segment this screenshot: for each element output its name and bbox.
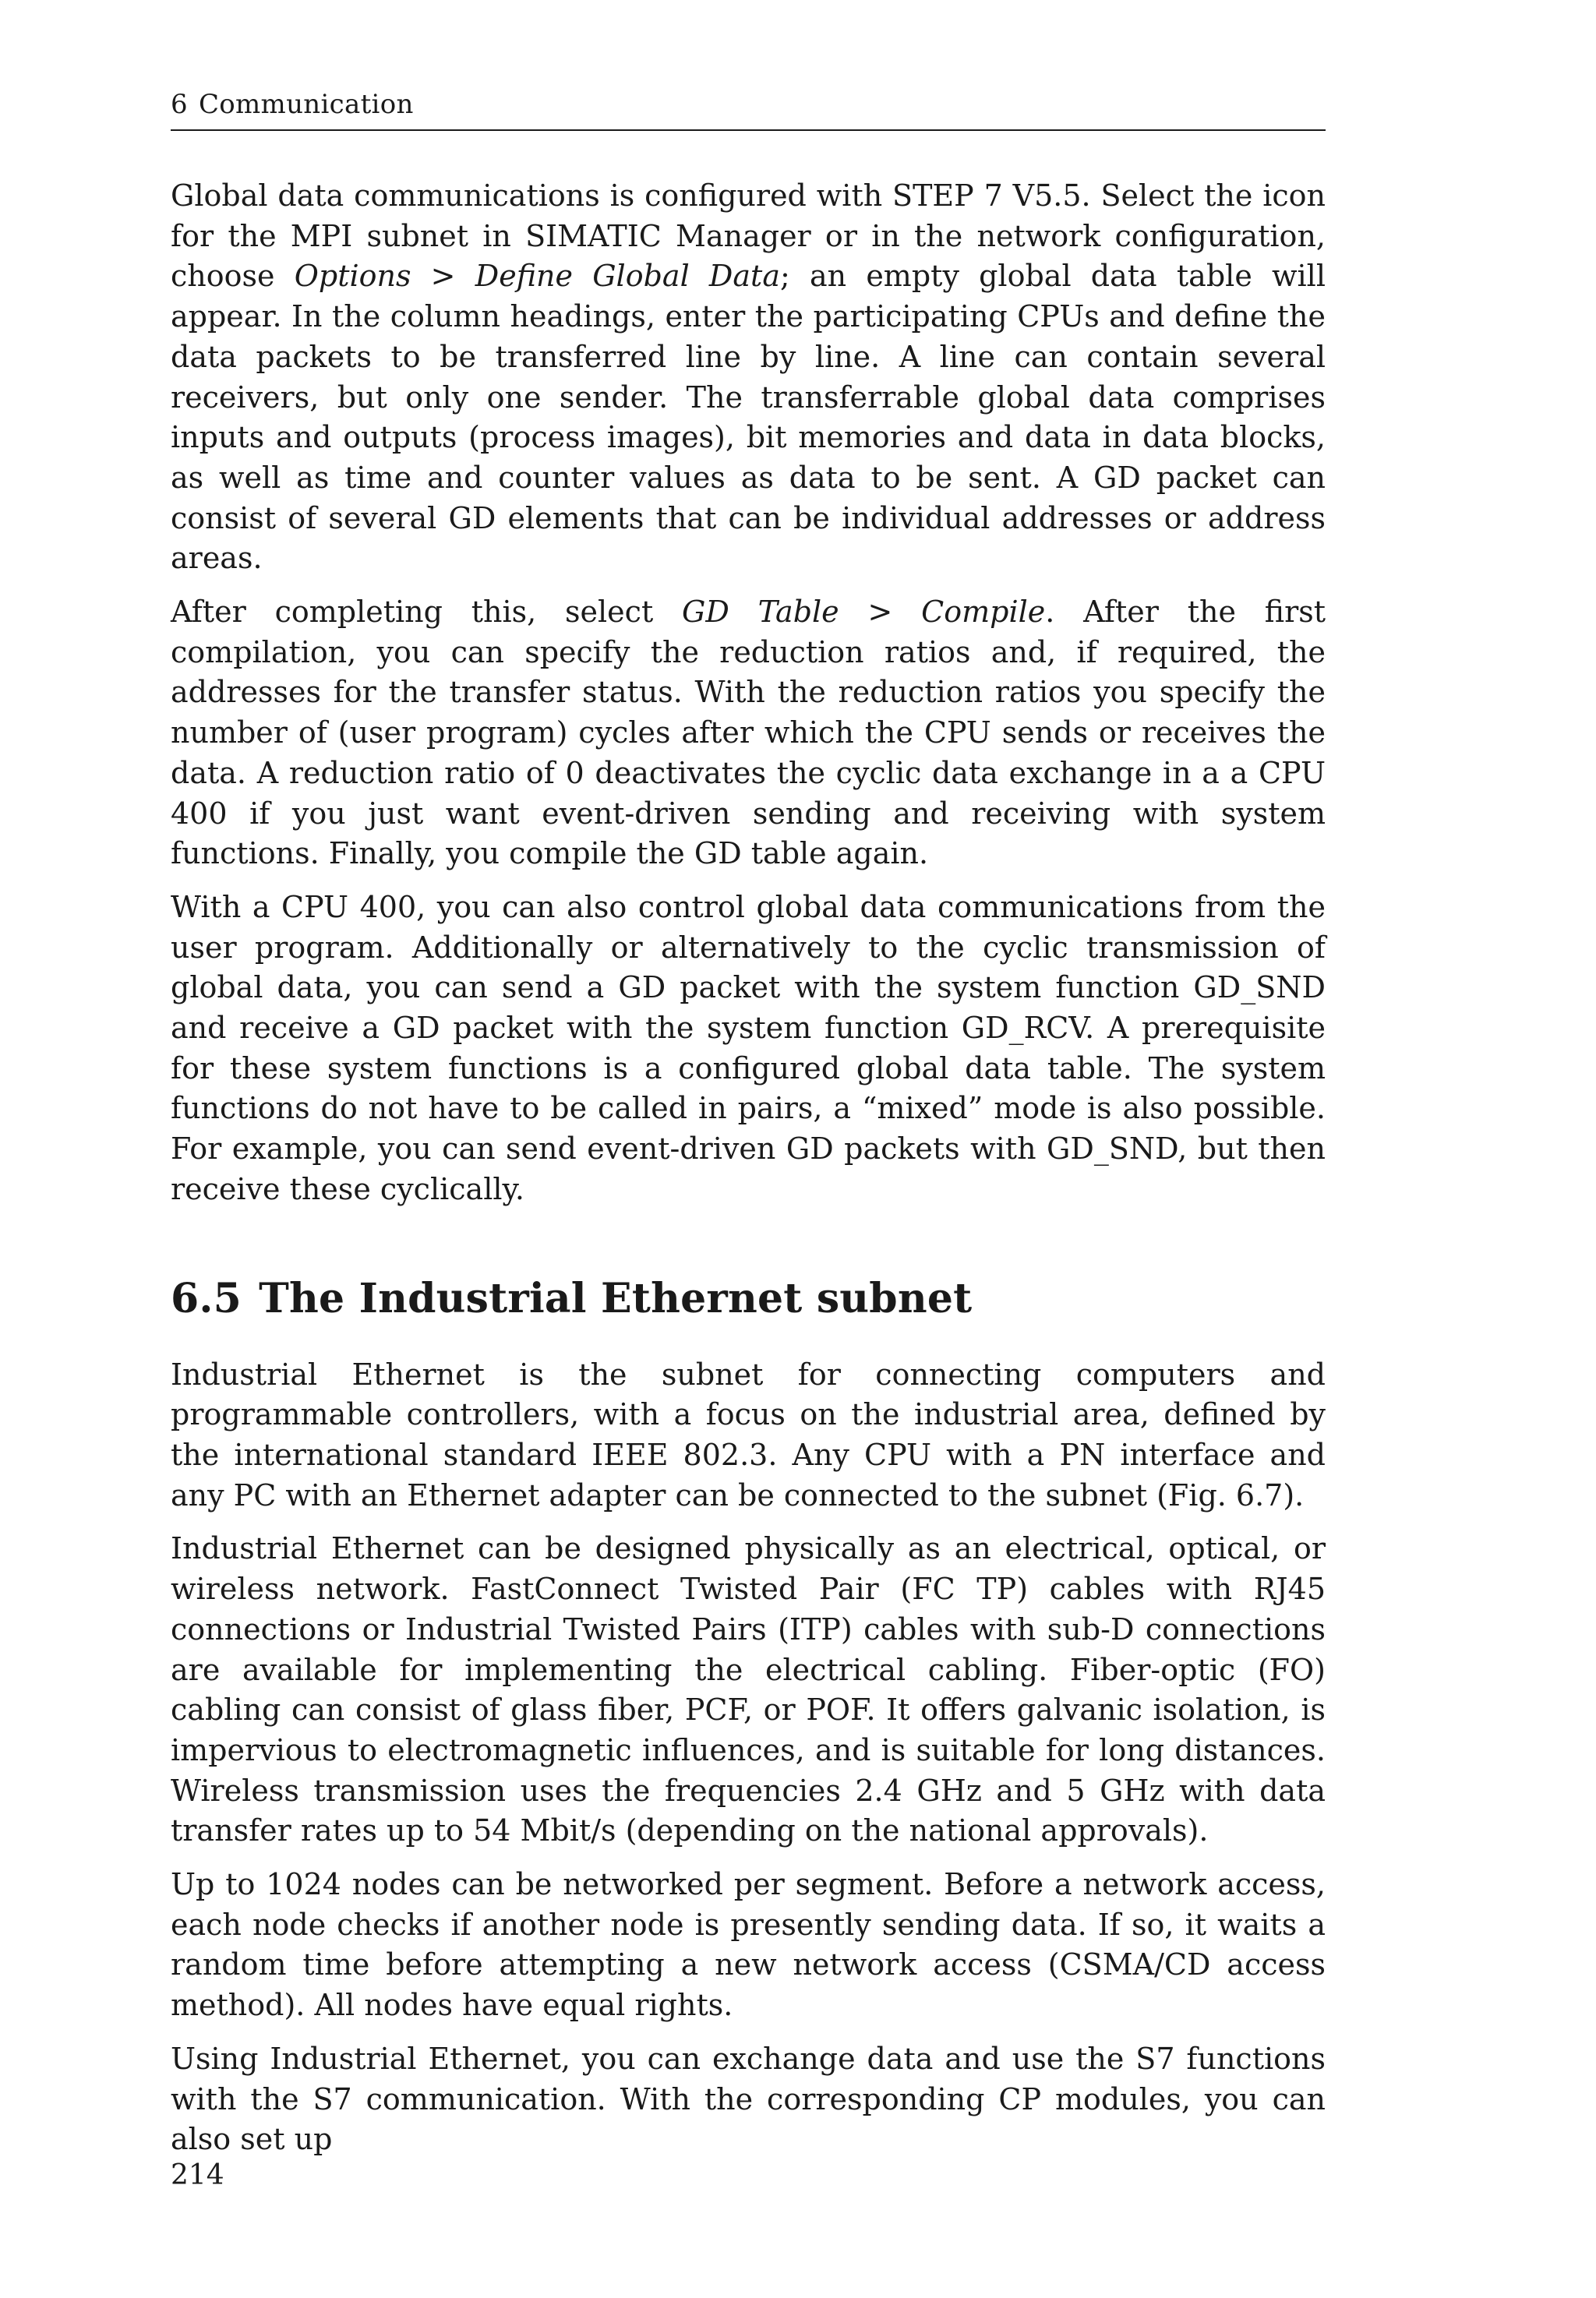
body-paragraph bbox=[171, 2039, 1326, 2160]
italic-text: Compile bbox=[921, 595, 1046, 630]
italic-text: Options bbox=[294, 259, 411, 294]
paragraph-text: . After the first compilation, you can specify the reduction ratios and, if required, the addresses for the transfer status. With the reduction ratios you specify the number of (user program) cycles after which the CPU sends or receives the data. A reduction ratio of 0 deactivates the cyclic data exchange in a a CPU 400 if you just want event-driven sending and receiving with system functions. Finally, you compile the GD table again. bbox=[171, 595, 1326, 871]
section-title: The Industrial Ethernet subnet bbox=[259, 1274, 973, 1322]
paragraphs-before-section bbox=[171, 176, 1326, 1210]
paragraph-text: Up to 1024 nodes can be networked per segment. Before a network access, each node checks if another node is presently sending data. If so, it waits a random time before attempting a new network access (CSMA/CD access method). All nodes have equal rights. bbox=[171, 1867, 1326, 2023]
italic-text: Define Global Data bbox=[475, 259, 780, 294]
running-head bbox=[171, 87, 1326, 122]
paragraph-text: Using Industrial Ethernet, you can exchange data and use the S7 functions with the S7 communication. With the corresponding CP modules, you can also set up bbox=[171, 2041, 1326, 2157]
paragraph-text: With a CPU 400, you can also control global data communications from the user program. Additionally or alternatively to the cyclic transmission of global data, you can send a GD packet with the system function GD_SND and receive a GD packet with the system function GD_RCV. A prerequisite for these system functions is a configured global data table. The system functions do not have to be called in pairs, a “mixed” mode is also possible. For example, you can send event-driven GD packets with GD_SND, but then receive these cyclically. bbox=[171, 889, 1326, 1206]
chapter-title: Communication bbox=[198, 89, 414, 120]
paragraph-text: After completing this, select bbox=[171, 595, 683, 630]
paragraphs-after-section bbox=[171, 1355, 1326, 2160]
paragraph-text: Global data communications is configured with STEP 7 V5.5. Select the icon for the MPI subnet in SIMATIC Manager or in the network configuration, choose bbox=[171, 178, 1326, 294]
body-paragraph bbox=[171, 176, 1326, 579]
body-paragraph bbox=[171, 1355, 1326, 1516]
paragraph-text: Industrial Ethernet is the subnet for connecting computers and programmable controllers, with a focus on the industrial area, defined by the international standard IEEE 802.3. Any CPU with a PN interface and any PC with an Ethernet adapter can be connected to the subnet (Fig. 6.7). bbox=[171, 1357, 1326, 1513]
body-paragraph bbox=[171, 888, 1326, 1210]
section-heading bbox=[171, 1274, 1326, 1324]
section-number: 6.5 bbox=[171, 1274, 242, 1322]
paragraph-text: Industrial Ethernet can be designed physically as an electrical, optical, or wireless network. FastConnect Twisted Pair (FC TP) cables with RJ45 connections or Industrial Twisted Pairs (ITP) cables with sub-D connections are available for implementing the electrical cabling. Fiber-optic (FO) cabling can consist of glass fiber, PCF, or POF. It offers galvanic isolation, is impervious to electromagnetic influences, and is suitable for long distances. Wireless transmission uses the frequencies 2.4 GHz and 5 GHz with data transfer rates up to 54 Mbit/s (depending on the national approvals). bbox=[171, 1531, 1326, 1848]
body-paragraph bbox=[171, 1529, 1326, 1851]
body-paragraph bbox=[171, 1865, 1326, 2026]
paragraph-text: > bbox=[839, 595, 922, 630]
chapter-number: 6 bbox=[171, 89, 188, 120]
paragraph-text: > bbox=[411, 259, 475, 294]
header-rule bbox=[171, 129, 1326, 131]
italic-text: GD Table bbox=[682, 595, 839, 630]
page-body bbox=[171, 176, 1326, 2173]
paragraph-text: ; an empty global data table will appear. In the column headings, enter the participating CPUs and define the data packets to be transferred line by line. A line can contain several receivers, but only one sender. The transferrable global data comprises inputs and outputs (process images), bit memories and data in data blocks, as well as time and counter values as data to be sent. A GD packet can consist of several GD elements that can be individual addresses or address areas. bbox=[171, 259, 1326, 576]
page-number: 214 bbox=[171, 2159, 224, 2191]
body-paragraph bbox=[171, 592, 1326, 874]
